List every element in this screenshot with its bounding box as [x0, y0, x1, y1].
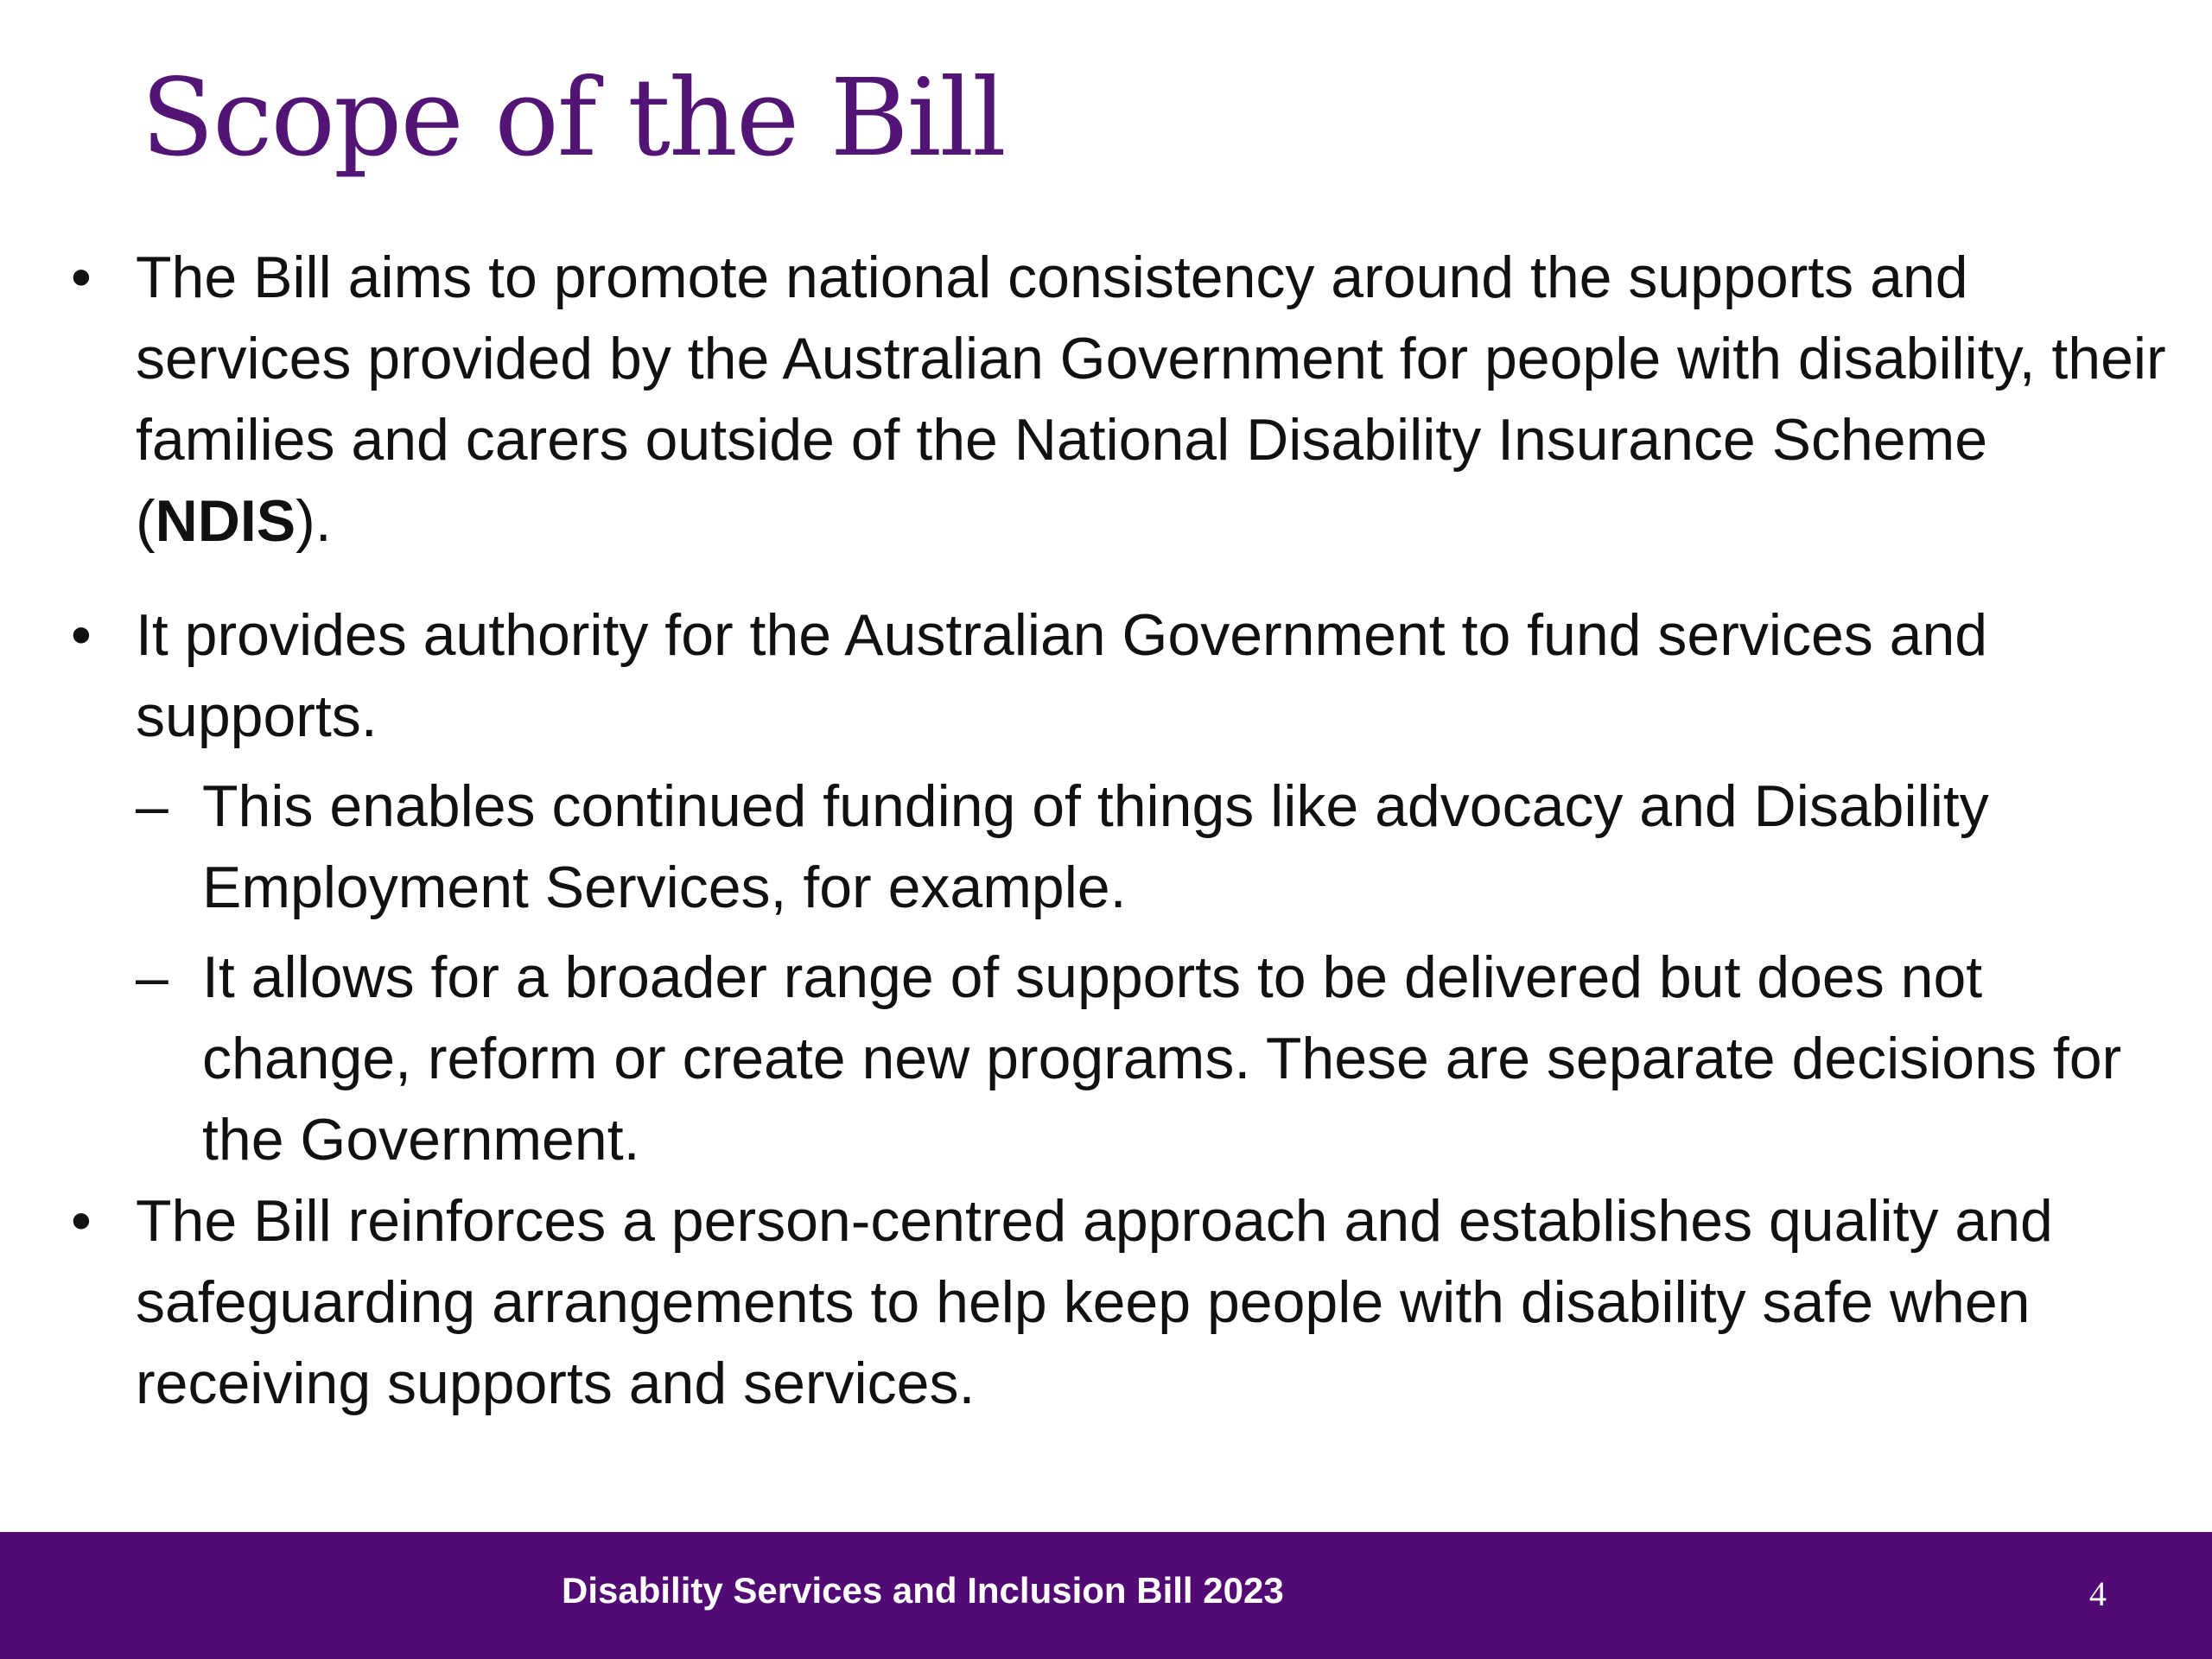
- bullet-item-scope: [0, 237, 2212, 562]
- footer-title: Disability Services and Inclusion Bill 2023: [562, 1570, 1284, 1611]
- bullet-marker: •: [71, 602, 92, 668]
- bullet-list: [0, 237, 2212, 1424]
- bullet-marker: •: [71, 1188, 92, 1254]
- slide-title: Scope of the Bill: [141, 56, 1005, 181]
- footer-bar: [0, 1532, 2212, 1659]
- dash-marker: –: [136, 944, 168, 1010]
- bullet-item-authority: [0, 594, 2212, 757]
- bullet-marker: •: [71, 245, 92, 310]
- sub-item-continued-funding: [0, 766, 2212, 928]
- bullet-text: The Bill reinforces a person-centred approach and establishes quality and safeguarding arrangements to help keep people with disability safe when receiving supports and services.: [136, 1188, 2053, 1416]
- bullet-text: It provides authority for the Australian Government to fund services and supports.: [136, 602, 1988, 749]
- bullet-item-person-centred: [0, 1180, 2212, 1424]
- sub-item-text: It allows for a broader range of supports to be delivered but does not change, reform or create new programs. These are separate decisions for the Government.: [202, 944, 2122, 1173]
- sub-item-broader-range: [0, 937, 2212, 1180]
- sub-item-text: This enables continued funding of things like advocacy and Disability Employment Services, for example.: [202, 773, 1989, 920]
- ndis-abbreviation: NDIS: [155, 488, 296, 554]
- bullet-text-part: The Bill aims to promote national consistency around the supports and services provided by the Australian Government for people with disability, their families and carers outside of the National Disability Insurance Scheme (: [136, 245, 2166, 554]
- bullet-text-part: ).: [296, 488, 332, 554]
- page-number: 4: [2089, 1574, 2107, 1613]
- dash-marker: –: [136, 773, 168, 839]
